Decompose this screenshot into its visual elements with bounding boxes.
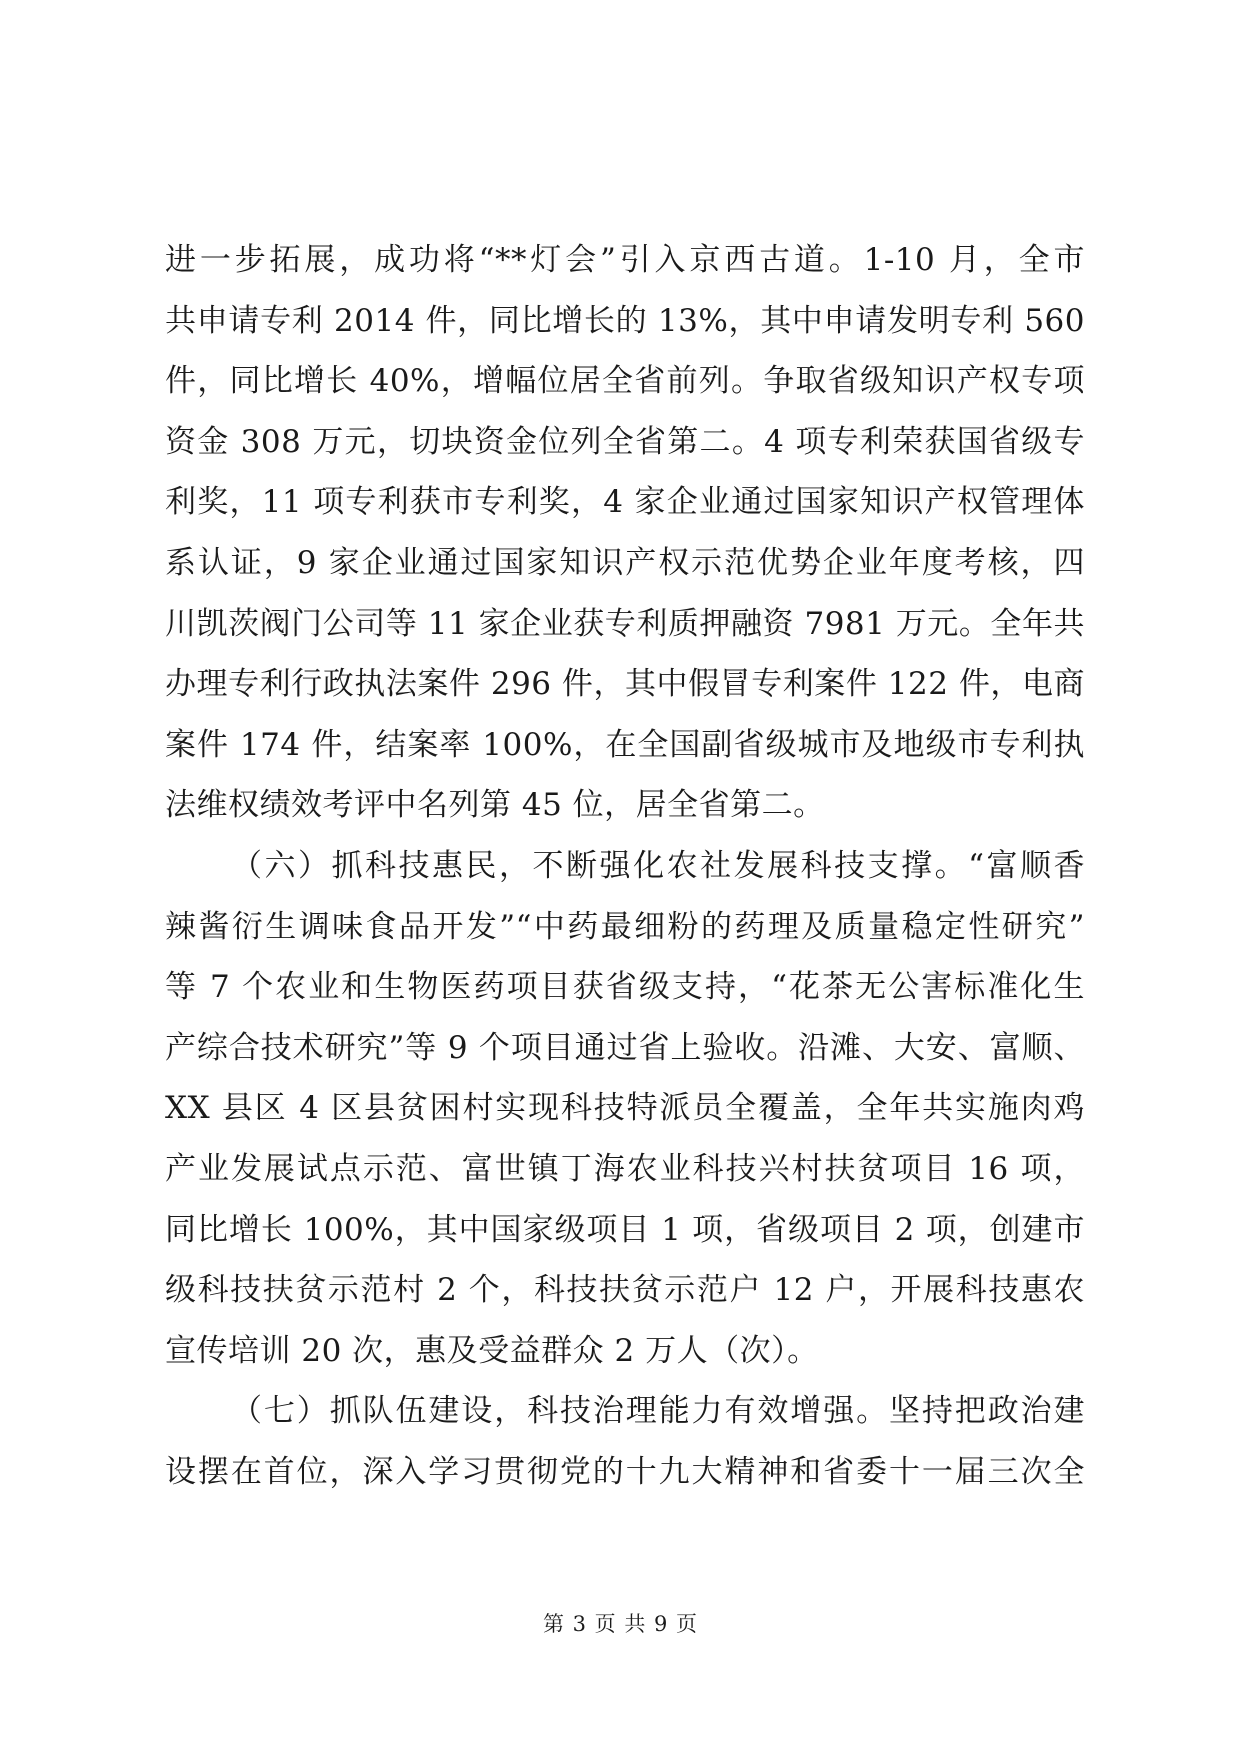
text-line: 进一步拓展，成功将“**灯会”引入京西古道。1-10 月，全市 bbox=[165, 242, 1085, 278]
text-line: 产综合技术研究”等 9 个项目通过省上验收。沿滩、大安、富顺、 bbox=[165, 1029, 1085, 1066]
page-footer: 第 3 页 共 9 页 bbox=[542, 1612, 699, 1636]
text-line: 系认证，9 家企业通过国家知识产权示范优势企业年度考核，四 bbox=[165, 544, 1085, 581]
text-line: 件，同比增长 40%，增幅位居全省前列。争取省级知识产权专项 bbox=[165, 363, 1085, 400]
text-line: 等 7 个农业和生物医药项目获省级支持，“花茶无公害标准化生 bbox=[165, 969, 1085, 1006]
text-line: 利奖，11 项专利获市专利奖，4 家企业通过国家知识产权管理体 bbox=[165, 484, 1085, 521]
text-line: （七）抓队伍建设，科技治理能力有效增强。坚持把政治建 bbox=[231, 1393, 1085, 1430]
text-line: 资金 308 万元，切块资金位列全省第二。4 项专利荣获国省级专 bbox=[165, 423, 1085, 460]
text-line: XX 县区 4 区县贫困村实现科技特派员全覆盖，全年共实施肉鸡 bbox=[165, 1090, 1085, 1127]
text-line: 川凯茨阀门公司等 11 家企业获专利质押融资 7981 万元。全年共 bbox=[165, 605, 1085, 642]
text-line: 产业发展试点示范、富世镇丁海农业科技兴村扶贫项目 16 项， bbox=[165, 1150, 1085, 1187]
text-line: 辣酱衍生调味食品开发”“中药最细粉的药理及质量稳定性研究” bbox=[165, 908, 1085, 945]
text-line: 同比增长 100%，其中国家级项目 1 项，省级项目 2 项，创建市 bbox=[165, 1211, 1085, 1248]
text-line: 级科技扶贫示范村 2 个，科技扶贫示范户 12 户，开展科技惠农 bbox=[165, 1272, 1085, 1309]
text-line: 办理专利行政执法案件 296 件，其中假冒专利案件 122 件，电商 bbox=[165, 666, 1085, 703]
document-body bbox=[165, 230, 1085, 1502]
text-line: 设摆在首位，深入学习贯彻党的十九大精神和省委十一届三次全 bbox=[165, 1453, 1085, 1490]
text-line: 共申请专利 2014 件，同比增长的 13%，其中申请发明专利 560 bbox=[165, 302, 1085, 339]
text-line: 宣传培训 20 次，惠及受益群众 2 万人（次）。 bbox=[165, 1332, 819, 1369]
text-line: 案件 174 件，结案率 100%，在全国副省级城市及地级市专利执 bbox=[165, 726, 1085, 763]
text-line: （六）抓科技惠民，不断强化农社发展科技支撑。“富顺香 bbox=[231, 847, 1085, 884]
text-line: 法维权绩效考评中名列第 45 位，居全省第二。 bbox=[165, 787, 825, 824]
